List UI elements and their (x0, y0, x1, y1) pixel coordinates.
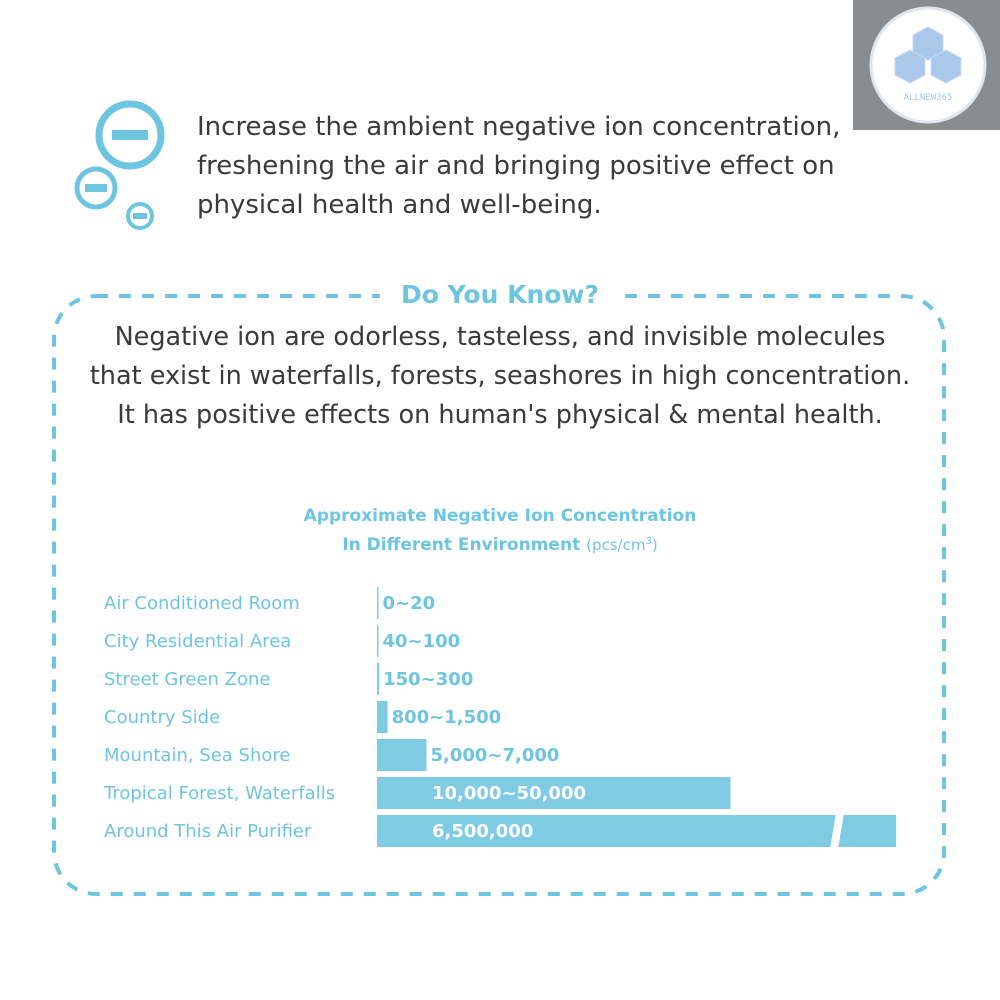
category-label: Mountain, Sea Shore (104, 745, 291, 766)
value-label: 800~1,500 (391, 707, 502, 728)
logo-text: ALLNEW365 (903, 93, 953, 103)
chart-title-line1: Approximate Negative Ion Concentration (303, 506, 697, 526)
value-label: 40~100 (382, 631, 461, 652)
category-label: Around This Air Purifier (104, 821, 312, 842)
value-label: 10,000~50,000 (432, 783, 587, 804)
category-label: Street Green Zone (104, 669, 271, 690)
chart-unit-sup: 3 (645, 536, 652, 547)
value-label: 150~300 (383, 669, 474, 690)
do-you-know-title: Do You Know? (380, 280, 620, 309)
chart-unit-close: ) (651, 536, 658, 554)
chart-title-line2: In Different Environment (342, 535, 581, 555)
category-label: City Residential Area (104, 631, 292, 652)
do-you-know-line: It has positive effects on human's physical & mental health. (117, 400, 883, 430)
bar (377, 739, 427, 771)
bar (377, 701, 388, 733)
value-label: 6,500,000 (432, 821, 534, 842)
intro-line: Increase the ambient negative ion concentration, (197, 112, 841, 142)
category-label: Air Conditioned Room (104, 593, 300, 614)
category-label: Country Side (104, 707, 221, 728)
value-label: 5,000~7,000 (430, 745, 560, 766)
bar (377, 663, 379, 695)
bar (377, 625, 379, 657)
chart-unit-base: (pcs/cm (586, 536, 646, 554)
do-you-know-line: that exist in waterfalls, forests, seashores in high concentration. (89, 361, 911, 391)
do-you-know-line: Negative ion are odorless, tasteless, and invisible molecules (114, 322, 886, 352)
bar (377, 587, 379, 619)
value-label: 0~20 (382, 593, 436, 614)
intro-line: freshening the air and bringing positive effect on (197, 151, 835, 181)
category-label: Tropical Forest, Waterfalls (104, 783, 336, 804)
intro-line: physical health and well-being. (197, 190, 602, 220)
